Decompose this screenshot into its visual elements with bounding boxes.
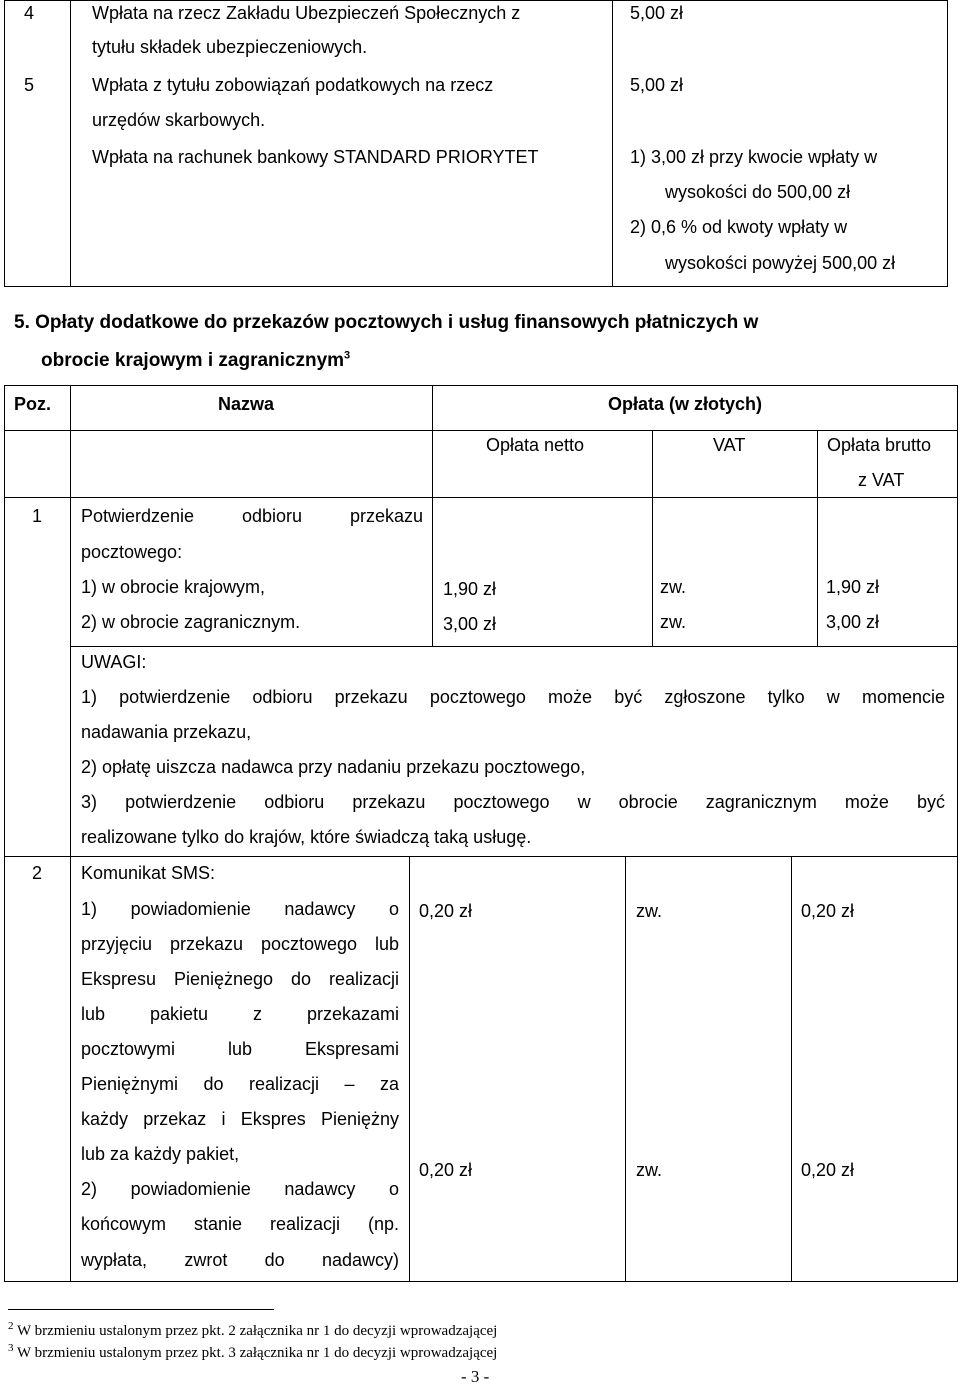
footnote-ref-3: 3 — [344, 349, 351, 362]
row2-netto1: 0,20 zł — [419, 901, 473, 921]
row2-line8: lub za każdy pakiet, — [81, 1144, 240, 1164]
row-priorytet-fee-line2: wysokości do 500,00 zł — [665, 182, 851, 202]
row1-item1: 1) w obrocie krajowym, — [81, 577, 266, 597]
row1-word-1: Potwierdzenie — [81, 506, 195, 526]
row1-netto2: 3,00 zł — [443, 614, 497, 634]
row2-line3: Ekspresu Pieniężnego do realizacji — [81, 969, 399, 989]
row-5-name-line2: urzędów skarbowych. — [92, 110, 266, 130]
row2-line10: końcowym stanie realizacji (np. — [81, 1214, 399, 1234]
section-heading-line2 — [41, 350, 350, 372]
row-priorytet-fee-line3: 2) 0,6 % od kwoty wpłaty w — [630, 217, 848, 237]
row2-number: 2 — [32, 863, 43, 883]
row2-line7: każdy przekaz i Ekspres Pieniężny — [81, 1109, 399, 1129]
row2-brutto1: 0,20 zł — [801, 901, 855, 921]
row-priorytet-fee-line4: wysokości powyżej 500,00 zł — [665, 253, 896, 273]
row1-name-line2: pocztowego: — [81, 542, 183, 562]
footnote-2-text: W brzmieniu ustalonym przez pkt. 2 załącznika nr 1 do decyzji wprowadzającej — [16, 1323, 498, 1339]
row1-number: 1 — [32, 506, 43, 526]
row2-vat2: zw. — [636, 1160, 663, 1180]
footnote-2-mark: 2 — [8, 1320, 14, 1332]
header-nazwa: Nazwa — [218, 394, 275, 414]
row1-name-line1 — [81, 505, 423, 527]
row-priorytet-name: Wpłata na rachunek bankowy STANDARD PRIORYTET — [92, 147, 539, 167]
uwagi-line2: nadawania przekazu, — [81, 722, 252, 742]
row-4-name-line1: Wpłata na rzecz Zakładu Ubezpieczeń Społecznych z — [92, 3, 521, 23]
row-4-fee: 5,00 zł — [630, 3, 684, 23]
row1-vat2: zw. — [660, 612, 687, 632]
row2-line5: pocztowymi lub Ekspresami — [81, 1039, 399, 1059]
row1-brutto1: 1,90 zł — [826, 577, 880, 597]
row1-item2: 2) w obrocie zagranicznym. — [81, 612, 301, 632]
footnote-3-text: W brzmieniu ustalonym przez pkt. 3 załącznika nr 1 do decyzji wprowadzającej — [16, 1345, 498, 1361]
uwagi-line5: realizowane tylko do krajów, które świadczą taką usługę. — [81, 827, 532, 847]
row2-brutto2: 0,20 zł — [801, 1160, 855, 1180]
uwagi-line3: 2) opłatę uiszcza nadawca przy nadaniu przekazu pocztowego, — [81, 757, 586, 777]
row1-brutto2: 3,00 zł — [826, 612, 880, 632]
row2-line4: lub pakietu z przekazami — [81, 1004, 399, 1024]
row2-title: Komunikat SMS: — [81, 863, 216, 883]
row-5-name-line1: Wpłata z tytułu zobowiązań podatkowych na rzecz — [92, 75, 494, 95]
row1-word-2: odbioru — [241, 506, 303, 526]
row2-vat1: zw. — [636, 901, 663, 921]
header-oplata: Opłata (w złotych) — [608, 394, 763, 414]
header-poz: Poz. — [14, 394, 52, 414]
row1-word-3: przekazu — [349, 506, 423, 526]
row-4-name-line2: tytułu składek ubezpieczeniowych. — [92, 37, 368, 57]
row2-line11: wypłata, zwrot do nadawcy) — [81, 1250, 399, 1270]
row-priorytet-fee-line1: 1) 3,00 zł przy kwocie wpłaty w — [630, 147, 878, 167]
row2-line1: 1) powiadomienie nadawcy o — [81, 899, 399, 919]
row-5-number: 5 — [24, 75, 35, 95]
header-brutto-line2: z VAT — [858, 470, 905, 490]
row2-netto2: 0,20 zł — [419, 1160, 473, 1180]
uwagi-line1: 1) potwierdzenie odbioru przekazu pocztowego może być zgłoszone tylko w momencie — [81, 687, 945, 707]
uwagi-line4: 3) potwierdzenie odbioru przekazu pocztowego w obrocie zagranicznym może być — [81, 792, 945, 812]
footnote-3-mark: 3 — [8, 1342, 14, 1354]
row1-vat1: zw. — [660, 577, 687, 597]
page-number: - 3 - — [461, 1367, 490, 1386]
row1-netto1: 1,90 zł — [443, 579, 497, 599]
row-4-number: 4 — [24, 3, 35, 23]
footnote-separator — [8, 1309, 274, 1310]
section-heading-text: obrocie krajowym i zagranicznym — [41, 350, 345, 371]
footnote-2 — [8, 1322, 497, 1340]
header-brutto-line1: Opłata brutto — [827, 435, 932, 455]
row2-line2: przyjęciu przekazu pocztowego lub — [81, 934, 399, 954]
header-netto: Opłata netto — [486, 435, 585, 455]
row2-line6: Pieniężnymi do realizacji – za — [81, 1074, 399, 1094]
row2-line9: 2) powiadomienie nadawcy o — [81, 1179, 399, 1199]
header-vat: VAT — [713, 435, 746, 455]
uwagi-title: UWAGI: — [81, 652, 147, 672]
section-heading-line1: 5. Opłaty dodatkowe do przekazów pocztowych i usług finansowych płatniczych w — [14, 312, 759, 333]
row-5-fee: 5,00 zł — [630, 75, 684, 95]
footnote-3 — [8, 1344, 497, 1362]
